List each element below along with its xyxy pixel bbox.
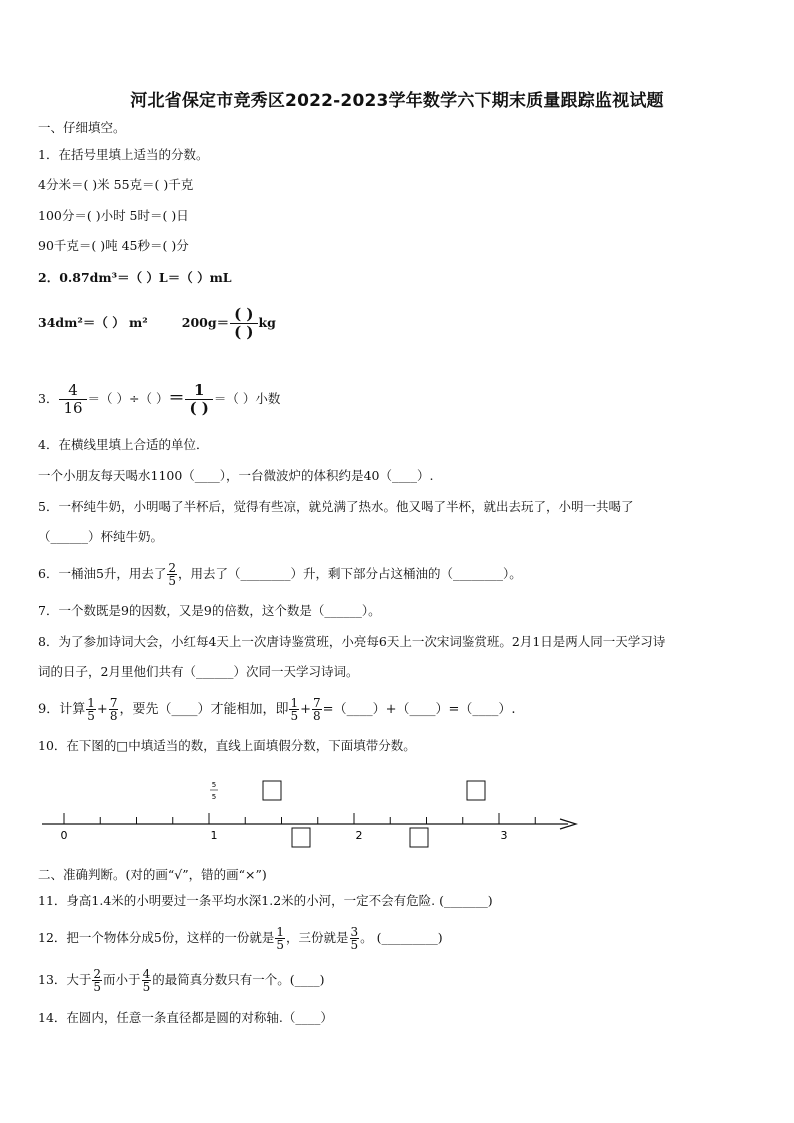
answer-box-above-2[interactable] bbox=[467, 781, 485, 800]
q2-row2-a: 34dm²＝（ ） m² bbox=[38, 315, 148, 330]
q9-fraction-3 bbox=[289, 697, 299, 722]
q9-f4-denominator: 8 bbox=[313, 709, 321, 723]
q13-f1-numerator: 2 bbox=[93, 967, 102, 981]
q1-row1: 4分米＝( )米 55克＝( )千克 bbox=[38, 177, 194, 192]
q3-row bbox=[38, 378, 280, 419]
q9-f1-numerator: 1 bbox=[87, 696, 95, 710]
number-line-figure bbox=[30, 770, 590, 860]
q3-equals: ＝ bbox=[168, 388, 185, 407]
q6-text-a: 6．一桶油5升，用去了 bbox=[38, 566, 167, 581]
q13-f2-numerator: 4 bbox=[142, 967, 151, 981]
q6-text-b: ，用去了（________）升，剩下部分占这桶油的（________）。 bbox=[178, 566, 522, 581]
fraction-label-numerator: 5 bbox=[211, 781, 217, 789]
q6-denominator: 5 bbox=[168, 574, 177, 588]
q12-f1-denominator: 5 bbox=[276, 938, 285, 952]
q3-tail: ＝（ ）小数 bbox=[213, 391, 281, 406]
q12-row bbox=[38, 919, 443, 957]
q9-f4-numerator: 7 bbox=[313, 696, 321, 710]
q9-fraction-1 bbox=[86, 697, 96, 722]
q13-fraction-1 bbox=[92, 968, 102, 993]
q7: 7．一个数既是9的因数，又是9的倍数，这个数是（______）。 bbox=[38, 603, 381, 618]
q13-text-b: 而小于 bbox=[103, 972, 141, 987]
q12-f2-denominator: 5 bbox=[350, 938, 359, 952]
q2-row2-b: 200g＝ bbox=[181, 315, 230, 330]
q5-line1: 5．一杯纯牛奶，小明喝了半杯后，觉得有些凉，就兑满了热水。他又喝了半杯，就出去玩了，小明一共喝了 bbox=[38, 499, 634, 514]
section-1-heading: 一、仔细填空。 bbox=[38, 120, 126, 135]
q8-line1: 8．为了参加诗词大会，小红每4天上一次唐诗鉴赏班，小亮每6天上一次宋词鉴赏班。2月1日是两人同一天学习诗 bbox=[38, 634, 666, 649]
section-2-heading: 二、准确判断。(对的画“√”，错的画“×”) bbox=[38, 867, 267, 882]
q3-number: 3． bbox=[38, 391, 59, 406]
q12-text-c: 。 (_________) bbox=[360, 930, 443, 945]
q9-f3-numerator: 1 bbox=[290, 696, 299, 710]
number-line-ticks bbox=[64, 813, 535, 824]
q2-row2 bbox=[38, 303, 276, 343]
q4-body: 一个小朋友每天喝水1100（____），一台微波炉的体积约是40（____）. bbox=[38, 468, 434, 483]
q13-row bbox=[38, 961, 324, 999]
q4-stem: 4．在横线里填上合适的单位． bbox=[38, 437, 209, 452]
answer-box-above-1[interactable] bbox=[263, 781, 281, 800]
q9-f2-numerator: 7 bbox=[109, 696, 118, 710]
q3-f1-numerator: 4 bbox=[59, 382, 86, 400]
q11: 11．身高1.4米的小明要过一条平均水深1.2米的小河，一定不会有危险. (_______) bbox=[38, 893, 493, 908]
q12-f1-numerator: 1 bbox=[276, 925, 285, 939]
q12-text-b: ，三份就是 bbox=[286, 930, 349, 945]
tick-label-2: 2 bbox=[355, 829, 363, 842]
q9-plus: + bbox=[96, 702, 108, 717]
tick-label-3: 3 bbox=[500, 829, 508, 842]
q6-numerator: 2 bbox=[168, 561, 177, 575]
q13-text-c: 的最简真分数只有一个。(____) bbox=[152, 972, 325, 987]
q10-stem: 10．在下图的□中填适当的数，直线上面填假分数，下面填带分数。 bbox=[38, 738, 416, 753]
q3-f1-denominator: 16 bbox=[63, 399, 83, 417]
q9-fraction-4 bbox=[312, 697, 322, 722]
q2-row1: 2．0.87dm³＝（ ）L＝（ ）mL bbox=[38, 270, 232, 285]
answer-box-below-2[interactable] bbox=[410, 828, 428, 847]
q3-f2-denominator: ( ) bbox=[189, 399, 209, 417]
q3-fraction-1 bbox=[59, 382, 86, 417]
q6-row bbox=[38, 556, 522, 592]
q8-line2: 词的日子，2月里他们共有（______）次同一天学习诗词。 bbox=[38, 664, 359, 679]
q1-stem: 1．在括号里填上适当的分数。 bbox=[38, 147, 209, 162]
q12-fraction-2 bbox=[350, 926, 360, 951]
q13-f2-denominator: 5 bbox=[142, 980, 151, 994]
q3-f2-numerator: 1 bbox=[185, 382, 212, 400]
q9-f1-denominator: 5 bbox=[87, 709, 95, 723]
q14: 14．在圆内，任意一条直径都是圆的对称轴.（____） bbox=[38, 1010, 333, 1025]
q3-fraction-2 bbox=[185, 382, 212, 417]
q9-f3-denominator: 5 bbox=[290, 709, 299, 723]
q2-frac-denominator: ( ) bbox=[234, 323, 254, 341]
fraction-label-denominator: 5 bbox=[211, 793, 217, 801]
q9-f2-denominator: 8 bbox=[109, 709, 118, 723]
q13-fraction-2 bbox=[142, 968, 152, 993]
q13-f1-denominator: 5 bbox=[93, 980, 102, 994]
q9-text-c: =（____）+（____）=（____）. bbox=[322, 702, 516, 717]
answer-box-below-1[interactable] bbox=[292, 828, 310, 847]
q5-line2: （______）杯纯牛奶。 bbox=[38, 529, 164, 544]
q9-plus-2: + bbox=[300, 702, 312, 717]
q2-fraction bbox=[230, 306, 257, 341]
q13-text-a: 13．大于 bbox=[38, 972, 92, 987]
q2-row2-c: kg bbox=[258, 315, 276, 330]
tick-label-1: 1 bbox=[210, 829, 218, 842]
q12-fraction-1 bbox=[275, 926, 285, 951]
q12-f2-numerator: 3 bbox=[350, 925, 359, 939]
tick-label-0: 0 bbox=[60, 829, 68, 842]
q9-text-b: ，要先（____）才能相加，即 bbox=[119, 702, 289, 717]
q6-fraction bbox=[167, 562, 177, 587]
q1-row3: 90千克＝( )吨 45秒＝( )分 bbox=[38, 238, 189, 253]
q2-frac-numerator: ( ) bbox=[230, 306, 257, 324]
page-title: 河北省保定市竞秀区2022-2023学年数学六下期末质量跟踪监视试题 bbox=[130, 91, 664, 111]
q12-text-a: 12．把一个物体分成5份，这样的一份就是 bbox=[38, 930, 275, 945]
q3-middle: ＝（ ）÷（ ） bbox=[87, 391, 169, 406]
q9-row bbox=[38, 691, 515, 729]
q9-text-a: 9．计算 bbox=[38, 702, 86, 717]
q1-row2: 100分＝( )小时 5时＝( )日 bbox=[38, 208, 189, 223]
q9-fraction-2 bbox=[109, 697, 119, 722]
